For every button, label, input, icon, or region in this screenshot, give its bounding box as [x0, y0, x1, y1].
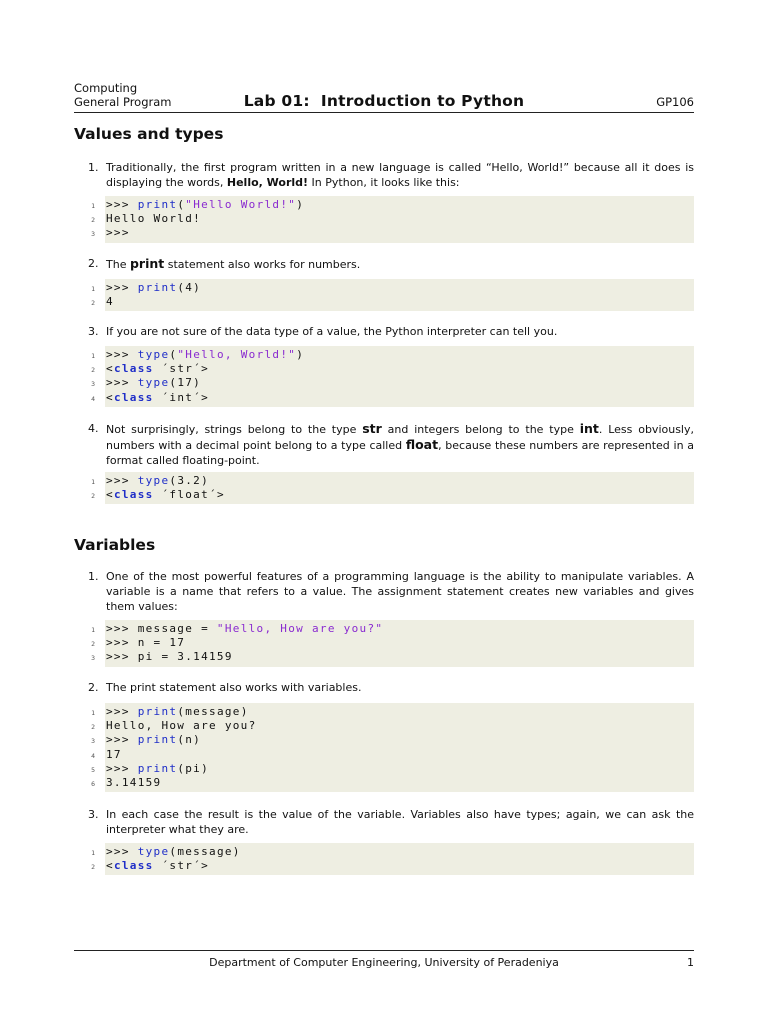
code-prompt: >>> [106, 474, 138, 487]
code-args: (4) [177, 281, 202, 294]
line-number: 3 [91, 230, 95, 239]
item-text [106, 421, 694, 468]
list-item [88, 569, 694, 614]
line-number: 2 [91, 216, 95, 225]
code-prompt: >>> [106, 281, 138, 294]
item-text [106, 256, 694, 272]
item-text-part: In Python, it looks like this: [308, 176, 460, 189]
line-number: 2 [91, 723, 95, 732]
code-line [91, 650, 694, 664]
code-line [91, 733, 694, 747]
code-punct: < [106, 859, 114, 873]
section-title-variables: Variables [74, 536, 156, 554]
code-keyword: print [137, 761, 178, 775]
lab-title: Lab 01: Introduction to Python [243, 92, 525, 110]
code-line [91, 390, 694, 405]
footer-rule [74, 950, 694, 951]
code-keyword: print [137, 733, 178, 747]
line-number: 2 [91, 863, 95, 872]
code-args: (3.2) [169, 474, 210, 487]
code-line [91, 348, 694, 362]
code-block [91, 703, 694, 792]
line-number: 1 [91, 202, 95, 210]
code-line [91, 212, 694, 226]
code-block [91, 346, 694, 407]
line-number: 6 [91, 780, 95, 789]
code-block [91, 620, 694, 667]
item-text-keyword: int [579, 421, 599, 436]
code-prompt: >>> [106, 845, 138, 858]
code-string: "Hello World!" [185, 198, 297, 211]
code-args: (message) [177, 705, 249, 718]
code-prompt: >>> [106, 226, 130, 240]
list-item [88, 324, 694, 339]
code-punct: ) [296, 348, 305, 361]
item-text-part: and integers belong to the type [381, 423, 580, 436]
section-title-values-types: Values and types [74, 125, 224, 143]
line-number: 2 [91, 366, 95, 375]
code-prompt: >>> [106, 761, 138, 775]
code-line [91, 488, 694, 502]
code-line [91, 198, 694, 212]
code-line [91, 776, 694, 790]
code-block [91, 279, 694, 311]
footer-department: Department of Computer Engineering, University of Peradeniya [209, 956, 559, 969]
code-line [91, 376, 694, 390]
code-output: ´str´> [153, 362, 210, 376]
code-keyword: class [113, 859, 154, 873]
line-number: 1 [91, 478, 95, 486]
item-text-part: . Less obviously, numbers with a decimal point belong to a type called [106, 423, 694, 452]
code-line [91, 761, 694, 776]
line-number: 4 [91, 394, 95, 403]
item-text-part: , because these numbers are represented in a format called floating-point. [106, 439, 694, 467]
list-item [88, 160, 694, 190]
item-text-keyword: float [405, 437, 439, 452]
code-output: ´float´> [153, 488, 225, 502]
code-args: (message) [169, 845, 241, 858]
item-text-bold: Hello, World! [226, 176, 309, 189]
code-assignment: >>> message = [106, 622, 217, 635]
code-line [91, 705, 694, 719]
item-text-part: The [106, 258, 130, 271]
line-number: 3 [91, 737, 95, 746]
item-number: 3. [88, 325, 99, 338]
code-block [91, 472, 694, 504]
code-line [91, 362, 694, 376]
line-number: 1 [91, 709, 95, 717]
code-punct: < [106, 488, 114, 502]
code-args: (n) [177, 733, 202, 747]
item-text: In each case the result is the value of the variable. Variables also have types; again, we can ask the interpreter what they are. [106, 808, 694, 836]
code-output: ´int´> [153, 390, 210, 404]
code-output: 3.14159 [106, 776, 162, 790]
code-line [91, 636, 694, 650]
line-number: 5 [91, 765, 95, 774]
item-number: 3. [88, 808, 99, 821]
code-prompt: >>> [106, 198, 138, 211]
line-number: 2 [91, 640, 95, 649]
header-line-program: General Program [74, 95, 172, 109]
item-number: 2. [88, 681, 99, 694]
code-keyword: print [137, 281, 178, 294]
course-code: GP106 [656, 95, 694, 109]
line-number: 3 [91, 380, 95, 389]
code-keyword: class [113, 362, 154, 376]
code-assignment: >>> n = 17 [106, 636, 186, 650]
code-keyword: type [137, 376, 170, 390]
code-block [91, 843, 694, 875]
code-output: ´str´> [153, 859, 210, 873]
code-keyword: type [137, 845, 170, 858]
header-line-computing: Computing [74, 81, 138, 95]
code-line [91, 845, 694, 859]
code-keyword: type [137, 348, 170, 361]
code-output: 4 [106, 295, 114, 309]
list-item [88, 256, 694, 272]
page-number: 1 [687, 956, 694, 969]
code-output: Hello World! [106, 212, 202, 226]
code-string: "Hello, World!" [177, 348, 297, 361]
item-text-keyword: str [362, 421, 382, 436]
code-line [91, 859, 694, 873]
code-prompt: >>> [106, 348, 138, 361]
list-item [88, 421, 694, 468]
code-string: "Hello, How are you?" [216, 622, 384, 635]
item-text: If you are not sure of the data type of a value, the Python interpreter can tell you. [106, 325, 558, 338]
item-number: 1. [88, 570, 99, 583]
code-keyword: print [137, 705, 178, 718]
code-assignment: >>> pi = 3.14159 [106, 650, 233, 664]
list-item [88, 807, 694, 837]
code-keyword: type [137, 474, 170, 487]
code-line [91, 719, 694, 733]
code-punct: ( [169, 348, 178, 361]
code-line [91, 226, 694, 240]
list-item [88, 680, 694, 695]
code-line [91, 295, 694, 309]
code-prompt: >>> [106, 376, 138, 390]
code-punct: ) [296, 198, 305, 211]
code-args: (pi) [177, 761, 210, 775]
item-text-part: statement also works for numbers. [164, 258, 361, 271]
item-number: 2. [88, 257, 99, 270]
line-number: 2 [91, 492, 95, 501]
code-line [91, 281, 694, 295]
line-number: 1 [91, 626, 95, 634]
item-text: One of the most powerful features of a programming language is the ability to manipulate variables. A variable is a name that refers to a value. The assignment statement creates new variables and gives them values: [106, 570, 694, 613]
item-number: 4. [88, 422, 99, 435]
code-keyword: print [137, 198, 178, 211]
code-args: (17) [169, 376, 202, 390]
code-punct: < [106, 390, 114, 404]
item-text-keyword: print [129, 256, 165, 271]
code-line [91, 622, 694, 636]
line-number: 4 [91, 751, 95, 760]
code-keyword: class [113, 390, 154, 404]
item-number: 1. [88, 161, 99, 174]
line-number: 1 [91, 352, 95, 360]
line-number: 3 [91, 654, 95, 663]
line-number: 2 [91, 299, 95, 308]
item-text: The print statement also works with variables. [106, 681, 362, 694]
code-punct: ( [177, 198, 186, 211]
line-number: 1 [91, 285, 95, 293]
item-text-part: Not surprisingly, strings belong to the type [106, 423, 363, 436]
item-text [106, 160, 694, 190]
code-line [91, 474, 694, 488]
line-number: 1 [91, 849, 95, 857]
code-output: Hello, How are you? [106, 719, 257, 733]
code-prompt: >>> [106, 733, 138, 747]
code-keyword: class [113, 488, 154, 502]
code-block [91, 196, 694, 243]
code-punct: < [106, 362, 114, 376]
item-text-part: Traditionally, the first program written in a new language is called “Hello, World!” because all it does is displaying the words, [106, 161, 694, 189]
code-line [91, 747, 694, 762]
code-prompt: >>> [106, 705, 138, 718]
header-rule [74, 112, 694, 113]
code-output: 17 [106, 747, 122, 761]
